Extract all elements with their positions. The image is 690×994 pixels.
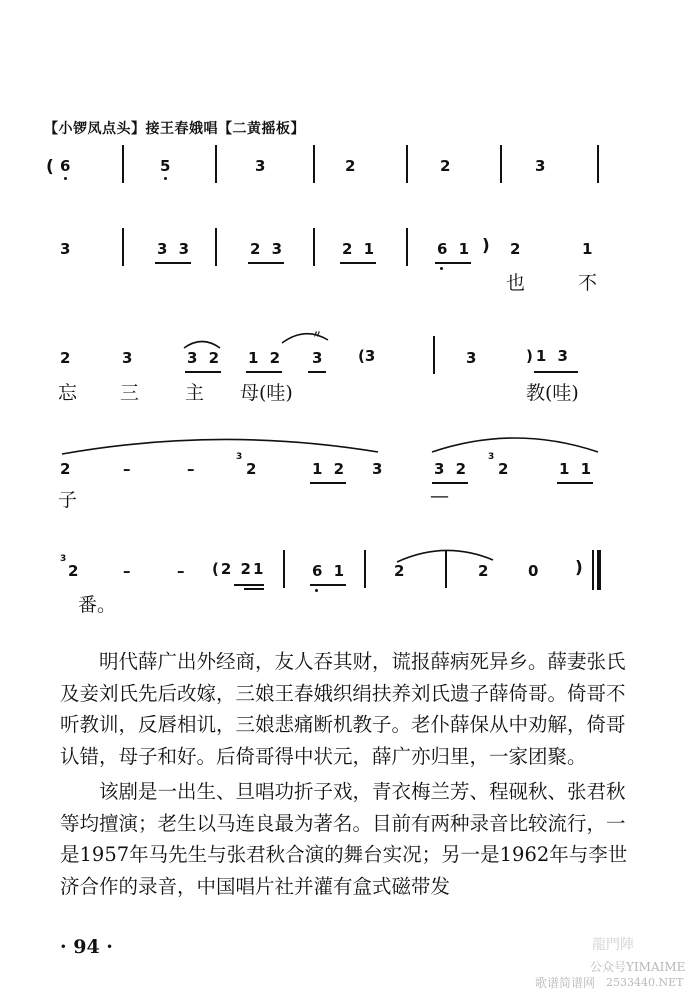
note-group: 3 2	[434, 460, 470, 478]
underline-beam	[435, 262, 471, 264]
note-group: (2 21	[212, 560, 266, 578]
barline	[433, 336, 435, 374]
barline	[313, 145, 315, 183]
underline-beam	[534, 371, 578, 373]
note: 2	[478, 562, 489, 580]
barline	[364, 550, 366, 588]
note: 6	[60, 157, 71, 175]
close-paren: )	[575, 558, 583, 578]
lyric: 也	[506, 272, 526, 294]
close-paren: )	[482, 236, 490, 256]
lyric: 番。	[78, 594, 117, 616]
final-barline-thick	[597, 550, 601, 590]
underline-beam	[308, 371, 326, 373]
barline	[445, 550, 447, 588]
synopsis-paragraph: 明代薛广出外经商，友人吞其财，谎报薛病死异乡。薛妻张氏及妾刘氏先后改嫁，三娘王春娥织绢扶养刘氏遗子薛倚哥。倚哥不听教训，反唇相讥，三娘悲痛断机教子。老仆薛保从中劝解，倚哥认错，母子和好。后倚哥得中状元，薛广亦归里，一家团聚。	[60, 650, 626, 768]
watermark-site-name: 歌谱简谱网	[535, 976, 596, 990]
watermark-text: 公众号YIMAIME	[590, 960, 686, 974]
dash: –	[177, 562, 185, 580]
page-number: · 94 ·	[60, 936, 113, 958]
note-group: 2 1	[342, 240, 378, 258]
slur	[430, 430, 600, 454]
underline-beam	[185, 371, 221, 373]
note: 3	[312, 349, 323, 367]
dash: –	[187, 460, 195, 478]
note-group: 2 3	[250, 240, 286, 258]
note-group: 3 2	[187, 349, 223, 367]
note-group: 1 2	[312, 460, 348, 478]
barline	[597, 145, 599, 183]
underline-beam	[557, 482, 593, 484]
note: 2	[60, 349, 71, 367]
lyric: 忘	[58, 382, 78, 404]
barline	[406, 145, 408, 183]
lyric: 主	[185, 382, 205, 404]
note: 3	[122, 349, 133, 367]
lyric: —	[430, 485, 449, 507]
open-paren: (	[46, 157, 54, 177]
note: 2	[68, 562, 79, 580]
barline	[283, 550, 285, 588]
watermark-logo: 龍門陣	[592, 937, 634, 953]
dash: –	[123, 460, 131, 478]
note: 2	[246, 460, 257, 478]
note: 1	[582, 240, 593, 258]
slur	[182, 337, 222, 349]
note: 3	[466, 349, 477, 367]
lyric: 教(哇)	[526, 382, 579, 404]
note: 2	[60, 460, 71, 478]
note-group: 6 1	[437, 240, 473, 258]
lyric: 不	[578, 272, 598, 294]
underline-beam	[310, 482, 346, 484]
low-octave-dot	[164, 177, 167, 180]
underline-beam	[246, 371, 282, 373]
note-group: 3 3	[157, 240, 193, 258]
note: 3	[372, 460, 383, 478]
low-octave-dot	[64, 177, 67, 180]
note: 3	[255, 157, 266, 175]
underline-beam	[234, 584, 264, 586]
barline	[313, 228, 315, 266]
lyric: 母(哇)	[240, 382, 293, 404]
note: 2	[345, 157, 356, 175]
note-group: 1 2	[248, 349, 284, 367]
grace-note: 3	[236, 452, 243, 462]
watermark-site-url: 2533440.NET	[606, 976, 684, 989]
barline	[500, 145, 502, 183]
barline	[122, 228, 124, 266]
note: 0	[528, 562, 539, 580]
performance-note-paragraph: 该剧是一出生、旦唱功折子戏，青衣梅兰芳、程砚秋、张君秋等均擅演；老生以马连良最为著名。目前有两种录音比较流行，一是1957年马先生与张君秋合演的舞台实况；另一是1962年与李世济合作的录音，中国唱片社并灌有盒式磁带发	[60, 780, 628, 898]
low-octave-dot	[440, 267, 443, 270]
note: 2	[510, 240, 521, 258]
low-octave-dot	[315, 589, 318, 592]
accent-mark: 〃	[312, 330, 322, 341]
note: 2	[498, 460, 509, 478]
note-group: 1 1	[559, 460, 595, 478]
note: 3	[535, 157, 546, 175]
underline-beam	[310, 584, 346, 586]
underline-beam	[244, 588, 264, 590]
prose-body	[60, 646, 635, 902]
underline-beam	[340, 262, 376, 264]
slur	[280, 328, 330, 344]
barline	[122, 145, 124, 183]
grace-note: 3	[60, 554, 67, 564]
barline	[406, 228, 408, 266]
underline-beam	[248, 262, 284, 264]
note: (3	[358, 347, 376, 365]
underline-beam	[155, 262, 191, 264]
barline	[215, 228, 217, 266]
note: 5	[160, 157, 171, 175]
barline	[215, 145, 217, 183]
note: 2	[394, 562, 405, 580]
underline-beam	[432, 482, 468, 484]
music-cue-heading: 【小锣凤点头】接王春娥唱【二黄摇板】	[44, 121, 305, 137]
note: 2	[440, 157, 451, 175]
note-group: 6 1	[312, 562, 348, 580]
dash: –	[123, 562, 131, 580]
lyric: 子	[58, 489, 78, 511]
grace-note: 3	[488, 452, 495, 462]
note: 3	[60, 240, 71, 258]
lyric: 三	[120, 382, 140, 404]
final-barline-thin	[592, 550, 594, 590]
note-group: )1 3	[526, 347, 571, 365]
slur	[60, 432, 380, 456]
